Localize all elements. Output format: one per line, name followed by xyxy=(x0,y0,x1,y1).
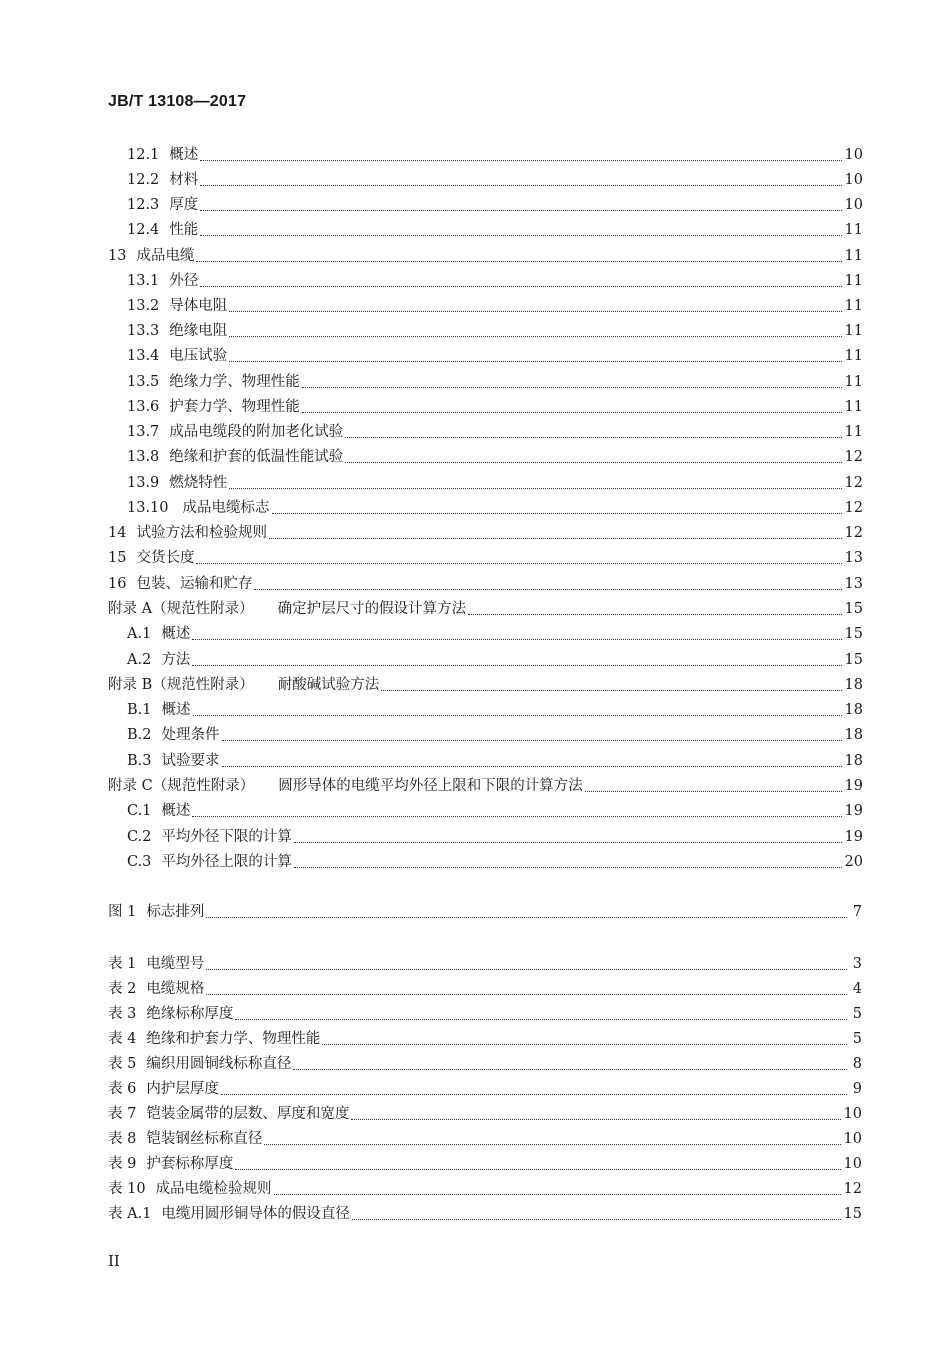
toc-entry-page: 10 xyxy=(843,1156,862,1172)
toc-entry[interactable] xyxy=(127,268,863,290)
toc-entry-number: B.3 xyxy=(127,753,152,769)
toc-entry-page: 12 xyxy=(844,449,863,465)
toc-entry[interactable] xyxy=(127,217,863,239)
toc-entry[interactable] xyxy=(127,748,863,770)
toc-entry-page: 12 xyxy=(844,525,863,541)
dot-leader xyxy=(468,613,841,615)
toc-entry[interactable] xyxy=(127,798,863,820)
toc-entry-page: 19 xyxy=(844,829,863,845)
toc-entry[interactable] xyxy=(127,849,863,871)
toc-entry-title: 绝缘电阻 xyxy=(169,323,228,339)
dot-leader xyxy=(192,815,841,817)
dot-leader xyxy=(200,159,841,161)
dot-leader xyxy=(352,1218,841,1220)
toc-entry-number: 12.3 xyxy=(127,197,160,213)
toc-entry[interactable] xyxy=(127,318,863,340)
toc-entry-number: 12.4 xyxy=(127,222,160,238)
toc-entry[interactable] xyxy=(127,419,863,441)
toc-entry[interactable] xyxy=(127,697,863,719)
toc-entry-title: 性能 xyxy=(169,222,199,238)
toc-entry-number: A.2 xyxy=(127,652,152,668)
dot-leader xyxy=(345,461,841,463)
toc-entry[interactable] xyxy=(108,1051,862,1073)
toc-entry-title: 试验要求 xyxy=(161,753,220,769)
dot-leader xyxy=(381,689,841,691)
toc-entry-page: 18 xyxy=(844,677,863,693)
dot-leader xyxy=(229,360,841,362)
toc-entry-page: 15 xyxy=(844,626,863,642)
toc-entry-number: 13.4 xyxy=(127,348,160,364)
toc-entry-title: 圆形导体的电缆平均外径上限和下限的计算方法 xyxy=(278,778,583,794)
toc-entry-number: 表 5 xyxy=(108,1056,137,1072)
toc-entry-page: 10 xyxy=(844,197,863,213)
toc-entry[interactable] xyxy=(108,596,863,618)
toc-entry[interactable] xyxy=(127,824,863,846)
toc-entry-number: 13.2 xyxy=(127,298,160,314)
toc-entry-page: 12 xyxy=(844,500,863,516)
toc-entry-number: 表 2 xyxy=(108,981,137,997)
toc-entry-title: 处理条件 xyxy=(161,727,220,743)
toc-entry-title: 方法 xyxy=(161,652,191,668)
dot-leader xyxy=(302,386,842,388)
dot-leader xyxy=(229,487,841,489)
toc-entry-title: 材料 xyxy=(169,172,199,188)
toc-entry-page: 15 xyxy=(844,652,863,668)
toc-entry-number: 表 7 xyxy=(108,1106,137,1122)
toc-entry-page: 18 xyxy=(844,753,863,769)
toc-entry-page: 10 xyxy=(843,1106,862,1122)
toc-entry[interactable] xyxy=(108,1201,862,1223)
toc-entry-page: 18 xyxy=(844,702,863,718)
toc-entry-page: 19 xyxy=(844,803,863,819)
toc-entry-number: 表 10 xyxy=(108,1181,146,1197)
dot-leader xyxy=(200,184,841,186)
toc-entry[interactable] xyxy=(108,1001,862,1023)
toc-entry[interactable] xyxy=(127,142,863,164)
toc-entry-number: C.2 xyxy=(127,829,152,845)
toc-entry-title: 概述 xyxy=(161,702,191,718)
toc-entry[interactable] xyxy=(127,369,863,391)
toc-entry-title: 平均外径下限的计算 xyxy=(161,829,292,845)
dot-leader xyxy=(269,537,842,539)
toc-entry[interactable] xyxy=(108,1101,862,1123)
toc-entry-page: 11 xyxy=(844,222,863,238)
toc-entry-number: 13 xyxy=(108,248,127,264)
toc-entry-number: 附录 B（规范性附录） xyxy=(108,677,254,693)
toc-entry-title: 铠装钢丝标称直径 xyxy=(146,1131,263,1147)
toc-entry-number: 13.10 xyxy=(127,500,169,516)
dot-leader xyxy=(345,436,841,438)
toc-entry[interactable] xyxy=(127,495,863,517)
dot-leader xyxy=(196,562,841,564)
toc-entry-page: 8 xyxy=(852,1056,862,1072)
toc-entry-title: 厚度 xyxy=(169,197,199,213)
toc-entry-page: 12 xyxy=(843,1181,862,1197)
dot-leader xyxy=(196,260,841,262)
toc-entry-page: 11 xyxy=(844,323,863,339)
toc-entry-number: 13.8 xyxy=(127,449,160,465)
toc-entry-number: 13.5 xyxy=(127,374,160,390)
document-code: JB/T 13108—2017 xyxy=(108,93,247,110)
toc-entry-title: 成品电缆段的附加老化试验 xyxy=(169,424,344,440)
dot-leader xyxy=(235,1018,847,1020)
toc-entry-page: 13 xyxy=(844,576,863,592)
toc-entry-page: 11 xyxy=(844,424,863,440)
toc-entry-page: 15 xyxy=(843,1206,862,1222)
dot-leader xyxy=(206,968,847,970)
toc-entry-number: 表 A.1 xyxy=(108,1206,152,1222)
toc-entry[interactable] xyxy=(127,722,863,744)
toc-entry-page: 13 xyxy=(844,550,863,566)
dot-leader xyxy=(206,916,847,918)
toc-entry-title: 绝缘和护套力学、物理性能 xyxy=(146,1031,321,1047)
toc-entry-number: 13.7 xyxy=(127,424,160,440)
toc-entry[interactable] xyxy=(108,571,863,593)
toc-entry-number: 表 4 xyxy=(108,1031,137,1047)
toc-entry-page: 10 xyxy=(843,1131,862,1147)
toc-entry-number: C.3 xyxy=(127,854,152,870)
dot-leader xyxy=(293,1068,847,1070)
dot-leader xyxy=(200,234,841,236)
toc-entry-page: 11 xyxy=(844,248,863,264)
toc-entry[interactable] xyxy=(127,444,863,466)
toc-entry-page: 5 xyxy=(852,1006,862,1022)
toc-entry-number: 15 xyxy=(108,550,127,566)
toc-entry[interactable] xyxy=(127,192,863,214)
toc-entry-page: 11 xyxy=(844,273,863,289)
toc-entry-title: 电缆用圆形铜导体的假设直径 xyxy=(161,1206,350,1222)
toc-entry-page: 11 xyxy=(844,348,863,364)
dot-leader xyxy=(272,512,842,514)
toc-entry[interactable] xyxy=(127,343,863,365)
dot-leader xyxy=(200,209,841,211)
toc-entry-title: 成品电缆标志 xyxy=(182,500,270,516)
toc-entry-number: 13.1 xyxy=(127,273,160,289)
toc-entry-title: 包装、运输和贮存 xyxy=(136,576,253,592)
toc-entry-number: B.2 xyxy=(127,727,152,743)
toc-entry[interactable] xyxy=(127,394,863,416)
toc-entry[interactable] xyxy=(108,899,862,921)
page-number: II xyxy=(108,1252,120,1270)
toc-entry-page: 10 xyxy=(844,147,863,163)
toc-entry-page: 15 xyxy=(844,601,863,617)
toc-entry-title: 平均外径上限的计算 xyxy=(161,854,292,870)
toc-entry[interactable] xyxy=(127,470,863,492)
toc-entry[interactable] xyxy=(127,293,863,315)
dot-leader xyxy=(192,664,841,666)
toc-entry[interactable] xyxy=(108,545,863,567)
toc-entry-number: 表 6 xyxy=(108,1081,137,1097)
toc-entry-number: 13.6 xyxy=(127,399,160,415)
toc-entry[interactable] xyxy=(127,647,863,669)
toc-entry-title: 护套力学、物理性能 xyxy=(169,399,300,415)
toc-entry-title: 成品电缆检验规则 xyxy=(155,1181,272,1197)
toc-entry[interactable] xyxy=(108,520,863,542)
toc-entry-number: 表 8 xyxy=(108,1131,137,1147)
toc-entry-title: 外径 xyxy=(169,273,199,289)
dot-leader xyxy=(264,1143,840,1145)
toc-entry-title: 概述 xyxy=(169,147,199,163)
dot-leader xyxy=(274,1193,841,1195)
dot-leader xyxy=(221,1093,847,1095)
toc-entry-title: 电压试验 xyxy=(169,348,228,364)
toc-entry[interactable] xyxy=(108,672,863,694)
toc-entry-number: A.1 xyxy=(127,626,152,642)
dot-leader xyxy=(235,1168,840,1170)
toc-entry-title: 内护层厚度 xyxy=(146,1081,219,1097)
toc-entry-title: 燃烧特性 xyxy=(169,475,228,491)
toc-entry-title: 编织用圆铜线标称直径 xyxy=(146,1056,292,1072)
toc-entry-number: 图 1 xyxy=(108,904,137,920)
toc-entry-number: 表 1 xyxy=(108,956,137,972)
toc-entry[interactable] xyxy=(108,951,862,973)
toc-entry-page: 20 xyxy=(844,854,863,870)
dot-leader xyxy=(302,411,842,413)
dot-leader xyxy=(294,841,842,843)
dot-leader xyxy=(222,765,842,767)
toc-entry-number: 14 xyxy=(108,525,127,541)
toc-entry[interactable] xyxy=(108,243,863,265)
toc-entry-title: 绝缘和护套的低温性能试验 xyxy=(169,449,344,465)
toc-entry-number: 12.1 xyxy=(127,147,160,163)
toc-entry-title: 导体电阻 xyxy=(169,298,228,314)
toc-entry-page: 18 xyxy=(844,727,863,743)
dot-leader xyxy=(229,335,841,337)
dot-leader xyxy=(229,310,841,312)
toc-entry-number: 表 9 xyxy=(108,1156,137,1172)
toc-entry-title: 试验方法和检验规则 xyxy=(136,525,267,541)
dot-leader xyxy=(294,866,842,868)
toc-entry-number: 表 3 xyxy=(108,1006,137,1022)
toc-entry[interactable] xyxy=(127,167,863,189)
toc-entry[interactable] xyxy=(108,1126,862,1148)
dot-leader xyxy=(206,993,847,995)
toc-entry-title: 确定护层尺寸的假设计算方法 xyxy=(277,601,467,617)
toc-entry-title: 概述 xyxy=(161,803,191,819)
toc-entry-page: 11 xyxy=(844,399,863,415)
dot-leader xyxy=(192,638,841,640)
dot-leader xyxy=(322,1043,847,1045)
dot-leader xyxy=(351,1118,840,1120)
toc-entry-number: 13.3 xyxy=(127,323,160,339)
toc-entry-title: 标志排列 xyxy=(146,904,205,920)
toc-entry-number: 12.2 xyxy=(127,172,160,188)
toc-entry-title: 绝缘标称厚度 xyxy=(146,1006,234,1022)
dot-leader xyxy=(193,714,842,716)
toc-entry[interactable] xyxy=(108,773,863,795)
toc-entry[interactable] xyxy=(108,1151,862,1173)
toc-entry-number: 13.9 xyxy=(127,475,160,491)
toc-entry[interactable] xyxy=(108,976,862,998)
toc-entry-title: 绝缘力学、物理性能 xyxy=(169,374,300,390)
toc-entry-page: 10 xyxy=(844,172,863,188)
dot-leader xyxy=(200,285,841,287)
toc-entry-page: 7 xyxy=(852,904,862,920)
toc-entry-page: 4 xyxy=(852,981,862,997)
toc-entry[interactable] xyxy=(127,621,863,643)
toc-entry[interactable] xyxy=(108,1026,862,1048)
toc-entry-page: 3 xyxy=(852,956,862,972)
toc-entry-number: C.1 xyxy=(127,803,152,819)
dot-leader xyxy=(585,790,842,792)
toc-entry-number: 16 xyxy=(108,576,127,592)
toc-entry-number: 附录 C（规范性附录） xyxy=(108,778,255,794)
toc-entry-title: 交货长度 xyxy=(136,550,195,566)
toc-entry[interactable] xyxy=(108,1176,862,1198)
toc-entry-page: 12 xyxy=(844,475,863,491)
toc-entry[interactable] xyxy=(108,1076,862,1098)
toc-entry-page: 9 xyxy=(852,1081,862,1097)
toc-entry-page: 11 xyxy=(844,298,863,314)
toc-entry-title: 铠装金属带的层数、厚度和宽度 xyxy=(146,1106,350,1122)
toc-entry-page: 11 xyxy=(844,374,863,390)
toc-entry-number: 附录 A（规范性附录） xyxy=(108,601,254,617)
toc-entry-number: B.1 xyxy=(127,702,152,718)
toc-entry-title: 电缆规格 xyxy=(146,981,205,997)
toc-entry-page: 19 xyxy=(844,778,863,794)
toc-entry-page: 5 xyxy=(852,1031,862,1047)
toc-entry-title: 成品电缆 xyxy=(136,248,195,264)
dot-leader xyxy=(222,739,842,741)
toc-entry-title: 耐酸碱试验方法 xyxy=(277,677,380,693)
dot-leader xyxy=(254,588,841,590)
toc-entry-title: 电缆型号 xyxy=(146,956,205,972)
toc-entry-title: 护套标称厚度 xyxy=(146,1156,234,1172)
toc-entry-title: 概述 xyxy=(161,626,191,642)
